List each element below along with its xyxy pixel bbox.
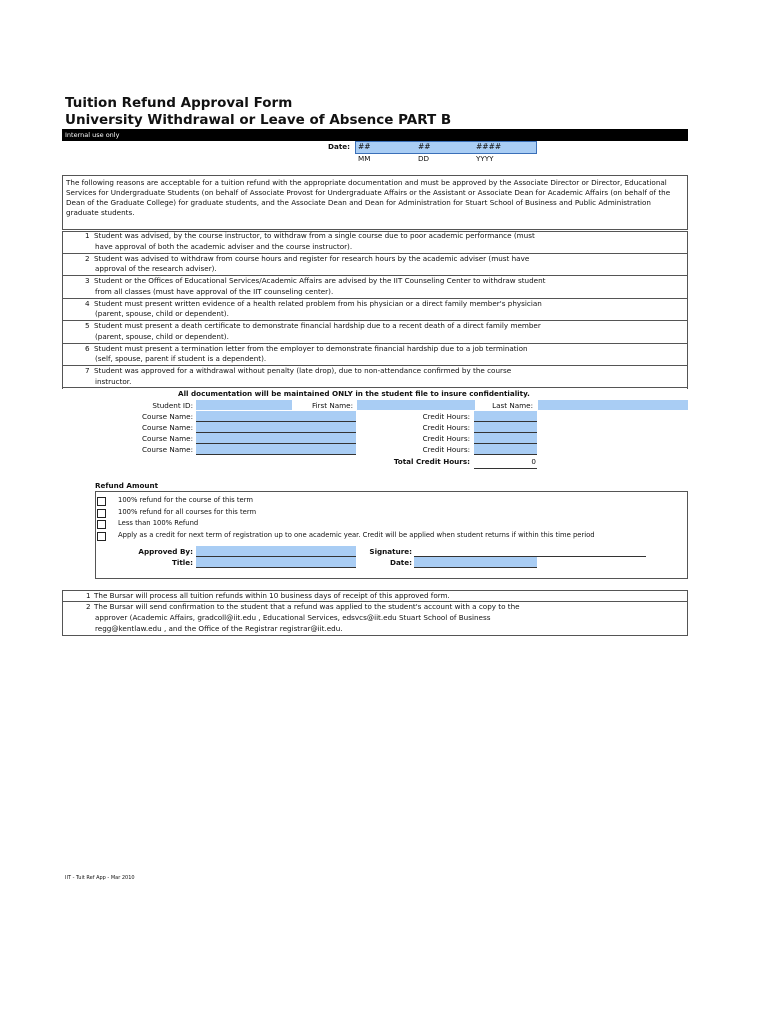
confidential-note: All documentation will be maintained ONLY in the student file to insure confidentiality. <box>178 389 530 398</box>
date-mm-value[interactable]: ## <box>358 142 371 151</box>
refund-option-label: Apply as a credit for next term of registration up to one academic year. Credit will be applied when student returns if within this time period <box>118 530 595 539</box>
total-credit-value: 0 <box>531 457 536 466</box>
reason-number: 6 <box>85 343 90 353</box>
refund-checkbox[interactable] <box>97 497 106 506</box>
course-name-label: Course Name: <box>141 423 193 432</box>
reason-number: 5 <box>85 321 90 330</box>
approved-by-label: Approved By: <box>138 547 193 556</box>
form-title: Tuition Refund Approval Form <box>65 95 293 111</box>
reason-line1: Student was approved for a withdrawal without penalty (late drop), due to non-attendance confirmed by the course <box>94 366 512 375</box>
title-label: Title: <box>171 558 193 567</box>
reason-line1: Student or the Offices of Educational Services/Academic Affairs are advised by the IIT Counseling Center to withdraw student <box>94 276 546 285</box>
refund-checkbox[interactable] <box>97 509 106 518</box>
reason-line2: (parent, spouse, child or dependent). <box>95 309 229 318</box>
reason-line2: (parent, spouse, child or dependent). <box>95 331 229 341</box>
bursar-number: 2 <box>86 602 91 611</box>
reason-line2: (self, spouse, parent if student is a dependent). <box>95 354 267 363</box>
date-signed-field[interactable] <box>414 557 537 568</box>
last-name-label: Last Name: <box>492 401 533 410</box>
credit-hours-label: Credit Hours: <box>422 434 470 443</box>
form-subtitle: University Withdrawal or Leave of Absence PART B <box>65 112 452 128</box>
course-name-label: Course Name: <box>141 412 193 421</box>
total-credit-label: Total Credit Hours: <box>393 457 470 466</box>
student-id-field[interactable] <box>196 400 292 410</box>
credit-hours-field[interactable] <box>474 444 537 455</box>
bursar-line: approver (Academic Affairs, gradcoll@iit.edu , Educational Services, edsvcs@iit.edu Stuart School of Business <box>95 613 491 622</box>
course-name-field[interactable] <box>196 433 356 444</box>
title-field[interactable] <box>196 557 356 568</box>
refund-heading: Refund Amount <box>95 481 159 490</box>
reason-row <box>62 276 688 299</box>
reason-line1: Student must present a death certificate to demonstrate financial hardship due to a recent death of a direct family member <box>94 321 541 330</box>
first-name-field[interactable] <box>357 400 475 410</box>
credit-hours-label: Credit Hours: <box>422 445 470 454</box>
reason-number: 4 <box>85 298 90 308</box>
internal-use-bar <box>62 129 688 141</box>
reason-row <box>62 254 688 277</box>
refund-option-label: Less than 100% Refund <box>118 519 199 527</box>
course-name-label: Course Name: <box>141 445 193 454</box>
student-id-label: Student ID: <box>152 401 193 410</box>
course-name-field[interactable] <box>196 422 356 433</box>
reason-number: 7 <box>85 366 90 375</box>
credit-hours-label: Credit Hours: <box>422 412 470 421</box>
refund-option-label: 100% refund for the course of this term <box>118 496 254 504</box>
refund-checkbox[interactable] <box>97 520 106 529</box>
reason-line2: approval of the research adviser). <box>95 264 217 273</box>
bursar-line: The Bursar will send confirmation to the student that a refund was applied to the student's account with a copy to the <box>94 602 520 611</box>
reason-row <box>62 231 688 254</box>
reason-line2: have approval of both the academic adviser and the course instructor). <box>95 241 353 251</box>
date-label: Date: <box>328 142 351 151</box>
reason-row <box>62 366 688 388</box>
bursar-line: The Bursar will process all tuition refunds within 10 business days of receipt of this approved form. <box>94 591 450 600</box>
course-name-field[interactable] <box>196 411 356 422</box>
first-name-label: First Name: <box>311 401 353 410</box>
course-name-label: Course Name: <box>141 434 193 443</box>
reason-number: 2 <box>85 253 90 263</box>
reason-line1: Student must present a termination letter from the employer to demonstrate financial hardship due to a job termination <box>94 343 528 353</box>
reason-line1: Student was advised to withdraw from course hours and register for research hours by the academic adviser (must have <box>94 253 530 263</box>
date-signed-label: Date: <box>389 558 412 567</box>
credit-hours-label: Credit Hours: <box>422 423 470 432</box>
internal-use-label: Internal use only <box>65 131 120 139</box>
reason-line1: Student was advised, by the course instructor, to withdraw from a single course due to poor academic performance (must <box>94 231 535 240</box>
reason-line2: from all classes (must have approval of the IIT counseling center). <box>95 286 334 296</box>
date-field[interactable] <box>355 141 537 154</box>
course-name-field[interactable] <box>196 444 356 455</box>
date-yyyy-value[interactable]: #### <box>476 142 502 151</box>
reason-number: 3 <box>85 276 90 285</box>
bursar-number: 1 <box>86 591 91 600</box>
reason-line1: Student must present written evidence of a health related problem from his physician or a direct family member's physician <box>94 298 542 308</box>
reason-row <box>62 299 688 322</box>
total-underline <box>474 468 537 469</box>
signature-label: Signature: <box>369 547 412 556</box>
reason-line2: instructor. <box>95 376 132 386</box>
last-name-field[interactable] <box>538 400 688 410</box>
date-dd-value[interactable]: ## <box>418 142 431 151</box>
date-mm-caption: MM <box>358 154 371 163</box>
approved-by-field[interactable] <box>196 546 356 557</box>
refund-checkbox[interactable] <box>97 532 106 541</box>
footer-text: IIT - Tuit Ref App - Mar 2010 <box>65 875 135 881</box>
date-dd-caption: DD <box>418 154 430 163</box>
reason-row <box>62 344 688 367</box>
reason-number: 1 <box>85 231 90 240</box>
credit-hours-field[interactable] <box>474 422 537 433</box>
refund-option-label: 100% refund for all courses for this term <box>118 507 257 516</box>
credit-hours-field[interactable] <box>474 411 537 422</box>
bursar-line: regg@kentlaw.edu , and the Office of the Registrar registrar@iit.edu. <box>95 624 343 633</box>
credit-hours-field[interactable] <box>474 433 537 444</box>
date-yyyy-caption: YYYY <box>476 154 494 163</box>
reason-row <box>62 321 688 344</box>
intro-text: The following reasons are acceptable for a tuition refund with the appropriate documentation and must be approved by the Associate Director or Director, Educational Services for Undergraduate Students (on behalf of Associate Provost for Undergraduate Affairs or the Assistant or Associate Dean for Academic Affairs (on behalf of the Dean of the Graduate College) for graduate students, and the Associate Dean and Dean for Administration for Stuart School of Business and Public Administration graduate students. <box>62 175 688 230</box>
